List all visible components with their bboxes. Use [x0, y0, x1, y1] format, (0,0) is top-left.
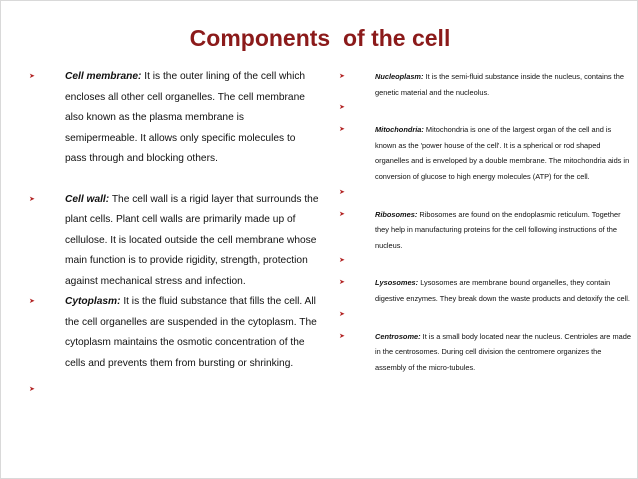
term-label: Nucleoplasm:	[375, 72, 424, 81]
term-description: It is the semi-fluid substance inside the nucleus, contains the genetic material and the nucleolus.	[375, 72, 624, 97]
list-item-nucleoplasm	[339, 69, 631, 100]
bullet-arrow-icon: ➤	[339, 210, 345, 218]
bullet-arrow-icon: ➤	[339, 257, 345, 265]
term-description: Mitochondria is one of the largest organ of the cell and is known as the 'power house of the cell'. It is a spherical or rod shaped organelles and is enveloped by a double membrane. The mitochondria aids in conversion of glucose to high energy molecules (ATP) for the cell.	[375, 125, 630, 181]
bullet-arrow-icon: ➤	[339, 188, 345, 196]
list-item-ribosomes	[339, 207, 631, 254]
list-item-centrosome	[339, 329, 631, 376]
list-item-empty	[29, 374, 319, 394]
term-description: It is a small body located near the nucleus. Centrioles are made in the centrosomes. During cell division the centromere organizes the assembly of the micro-tubules.	[375, 331, 631, 372]
term-description: It is the outer lining of the cell which encloses all other cell organelles. The cell membrane also known as the plasma membrane is semipermeable. It allows only specific molecules to pass through and blocking others.	[65, 71, 306, 164]
term-description: Lysosomes are membrane bound organelles, they contain digestive enzymes. They break down the waste products and detoxify the cell.	[375, 278, 630, 303]
list-item-empty	[339, 253, 631, 275]
term-description: Ribosomes are found on the endoplasmic reticulum. Together they help in manufacturing proteins for the cell following instructions of the nucleus.	[375, 209, 621, 250]
term-label: Lysosomes:	[375, 278, 419, 288]
list-item-lysosomes	[339, 275, 631, 306]
bullet-arrow-icon: ➤	[29, 195, 35, 203]
term-label: Cytoplasm:	[65, 296, 121, 307]
list-item-empty	[339, 185, 631, 207]
bullet-arrow-icon: ➤	[339, 73, 345, 80]
term-label: Cell wall:	[65, 193, 110, 205]
bullet-arrow-icon: ➤	[339, 126, 345, 134]
term-label: Centrosome:	[375, 331, 421, 341]
list-item-mitochondria	[339, 122, 631, 184]
term-description: It is the fluid substance that fills the cell. All the cell organelles are suspended in the cytoplasm. The cytoplasm maintains the osmotic concentration of the cells and prevents them from bursting or shrinking.	[65, 296, 317, 369]
term-label: Ribosomes:	[375, 209, 418, 219]
list-item-empty	[339, 307, 631, 329]
list-item-cytoplasm	[29, 292, 319, 374]
list-item-cell-membrane	[29, 67, 319, 170]
term-label: Cell membrane:	[65, 71, 142, 82]
list-item-empty	[339, 100, 631, 122]
bullet-arrow-icon: ➤	[339, 279, 345, 287]
list-item-cell-wall	[29, 190, 319, 293]
left-column	[29, 67, 319, 394]
bullet-arrow-icon: ➤	[339, 104, 345, 112]
slide-title: Components of the cell	[189, 25, 451, 51]
right-column	[339, 69, 631, 375]
bullet-arrow-icon: ➤	[339, 310, 345, 318]
bullet-arrow-icon: ➤	[29, 386, 35, 393]
bullet-arrow-icon: ➤	[339, 332, 345, 340]
bullet-arrow-icon: ➤	[29, 298, 35, 305]
term-description: The cell wall is a rigid layer that surrounds the plant cells. Plant cell walls are primarily made up of cellulose. It is located outside the cell membrane whose main function is to provide rigidity, strength, protection against mechanical stress and infection.	[65, 193, 319, 287]
term-label: Mitochondria:	[375, 125, 424, 135]
bullet-arrow-icon: ➤	[29, 73, 35, 80]
